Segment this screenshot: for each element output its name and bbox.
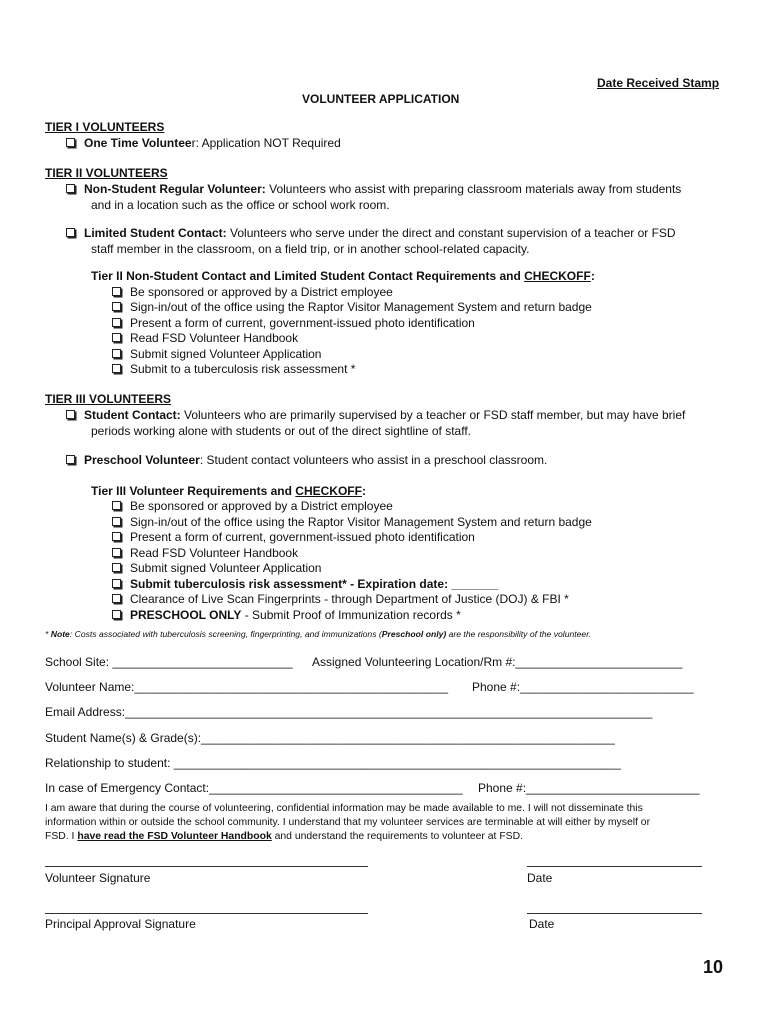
tier3-req-3: Read FSD Volunteer Handbook [112, 546, 298, 560]
tier3-item-student-contact-cont: periods working alone with students or out of the direct sightline of staff. [91, 424, 471, 438]
principal-signature-line[interactable] [45, 913, 368, 914]
page-number: 10 [703, 957, 724, 977]
tier3-heading: TIER III VOLUNTEERS [45, 392, 172, 406]
phone-field[interactable]: Phone #:__________________________ [472, 680, 694, 694]
tier3-requirements-title: Tier III Volunteer Requirements and CHECKOFF: [91, 484, 366, 498]
student-names-field[interactable]: Student Name(s) & Grade(s):______________________________________________________________ [45, 731, 615, 745]
date-label: Date [527, 871, 553, 885]
checkbox[interactable] [112, 501, 121, 510]
checkbox[interactable] [112, 318, 121, 327]
tier2-heading: TIER II VOLUNTEERS [45, 166, 168, 180]
checkbox[interactable] [66, 138, 75, 147]
tier2-req-1: Sign-in/out of the office using the Raptor Visitor Management System and return badge [112, 300, 592, 314]
cost-note: * Note: Costs associated with tuberculosis screening, fingerprinting, and immunizations (Preschool only) are the responsibility of the volunteer. [45, 629, 592, 639]
checkbox[interactable] [112, 563, 121, 572]
checkbox[interactable] [112, 287, 121, 296]
emergency-contact-field[interactable]: In case of Emergency Contact:______________________________________ [45, 781, 463, 795]
tier3-item-student-contact: Student Contact: Volunteers who are primarily supervised by a teacher or FSD staff member, but may have brief [66, 408, 685, 422]
tier2-req-5: Submit to a tuberculosis risk assessment * [112, 362, 355, 376]
volunteer-name-field[interactable]: Volunteer Name:_______________________________________________ [45, 680, 449, 694]
tier2-item-nonstudent: Non-Student Regular Volunteer: Volunteers who assist with preparing classroom materials away from students [66, 182, 681, 196]
volunteer-signature-line[interactable] [45, 866, 368, 867]
tier2-req-2: Present a form of current, government-issued photo identification [112, 316, 475, 330]
tier2-item-nonstudent-cont: and in a location such as the office or school work room. [91, 198, 390, 212]
tier3-req-preschool: PRESCHOOL ONLY - Submit Proof of Immunization records * [112, 608, 461, 622]
tier3-req-0: Be sponsored or approved by a District employee [112, 499, 393, 513]
tier3-req-4: Submit signed Volunteer Application [112, 561, 321, 575]
checkbox[interactable] [112, 349, 121, 358]
tier2-req-3: Read FSD Volunteer Handbook [112, 331, 298, 345]
page-title: VOLUNTEER APPLICATION [302, 92, 460, 106]
tier2-item-limited-cont: staff member in the classroom, on a field trip, or in another school-related capacity. [91, 242, 530, 256]
checkbox[interactable] [66, 228, 75, 237]
tier3-req-2: Present a form of current, government-issued photo identification [112, 530, 475, 544]
date-label: Date [529, 917, 555, 931]
date-received-stamp: Date Received Stamp [597, 76, 720, 90]
checkbox[interactable] [112, 532, 121, 541]
tier2-item-limited: Limited Student Contact: Volunteers who serve under the direct and constant supervision of a teacher or FSD [66, 226, 676, 240]
checkbox[interactable] [112, 548, 121, 557]
checkbox[interactable] [66, 455, 75, 464]
tier3-item-preschool: Preschool Volunteer: Student contact volunteers who assist in a preschool classroom. [66, 453, 547, 467]
relationship-field[interactable]: Relationship to student: ___________________________________________________________________ [45, 756, 621, 770]
tier1-heading: TIER I VOLUNTEERS [45, 120, 165, 134]
tier2-requirements-title: Tier II Non-Student Contact and Limited Student Contact Requirements and CHECKOFF: [91, 269, 595, 283]
checkbox[interactable] [112, 594, 121, 603]
tier3-req-tb: Submit tuberculosis risk assessment* - Expiration date: _______ [112, 577, 498, 591]
statement-line-1: I am aware that during the course of volunteering, confidential information may be made available to me. I will not disseminate this [45, 803, 643, 814]
tier1-item: One Time Volunteer: Application NOT Required [66, 136, 341, 150]
date-line[interactable] [527, 866, 702, 867]
tier2-req-0: Be sponsored or approved by a District employee [112, 285, 393, 299]
statement-line-2: information within or outside the school community. I understand that my volunteer services are terminable at will either by myself or [45, 817, 651, 828]
emergency-phone-field[interactable]: Phone #:__________________________ [478, 781, 700, 795]
location-field[interactable]: Assigned Volunteering Location/Rm #:_________________________ [312, 655, 683, 669]
checkbox[interactable] [66, 410, 75, 419]
checkbox[interactable] [112, 517, 121, 526]
checkbox[interactable] [112, 333, 121, 342]
checkbox[interactable] [112, 579, 121, 588]
statement-line-3: FSD. I have read the FSD Volunteer Handbook and understand the requirements to volunteer at FSD. [45, 831, 523, 842]
tier2-req-4: Submit signed Volunteer Application [112, 347, 321, 361]
checkbox[interactable] [112, 610, 121, 619]
checkbox[interactable] [66, 184, 75, 193]
checkbox[interactable] [112, 302, 121, 311]
tier3-req-livescan: Clearance of Live Scan Fingerprints - through Department of Justice (DOJ) & FBI * [112, 592, 569, 606]
email-field[interactable]: Email Address:_______________________________________________________________________________ [45, 705, 653, 719]
date-line[interactable] [527, 913, 702, 914]
volunteer-signature-label: Volunteer Signature [45, 871, 151, 885]
checkbox[interactable] [112, 364, 121, 373]
principal-signature-label: Principal Approval Signature [45, 917, 196, 931]
tier3-req-1: Sign-in/out of the office using the Raptor Visitor Management System and return badge [112, 515, 592, 529]
school-site-field[interactable]: School Site: ___________________________ [45, 655, 293, 669]
